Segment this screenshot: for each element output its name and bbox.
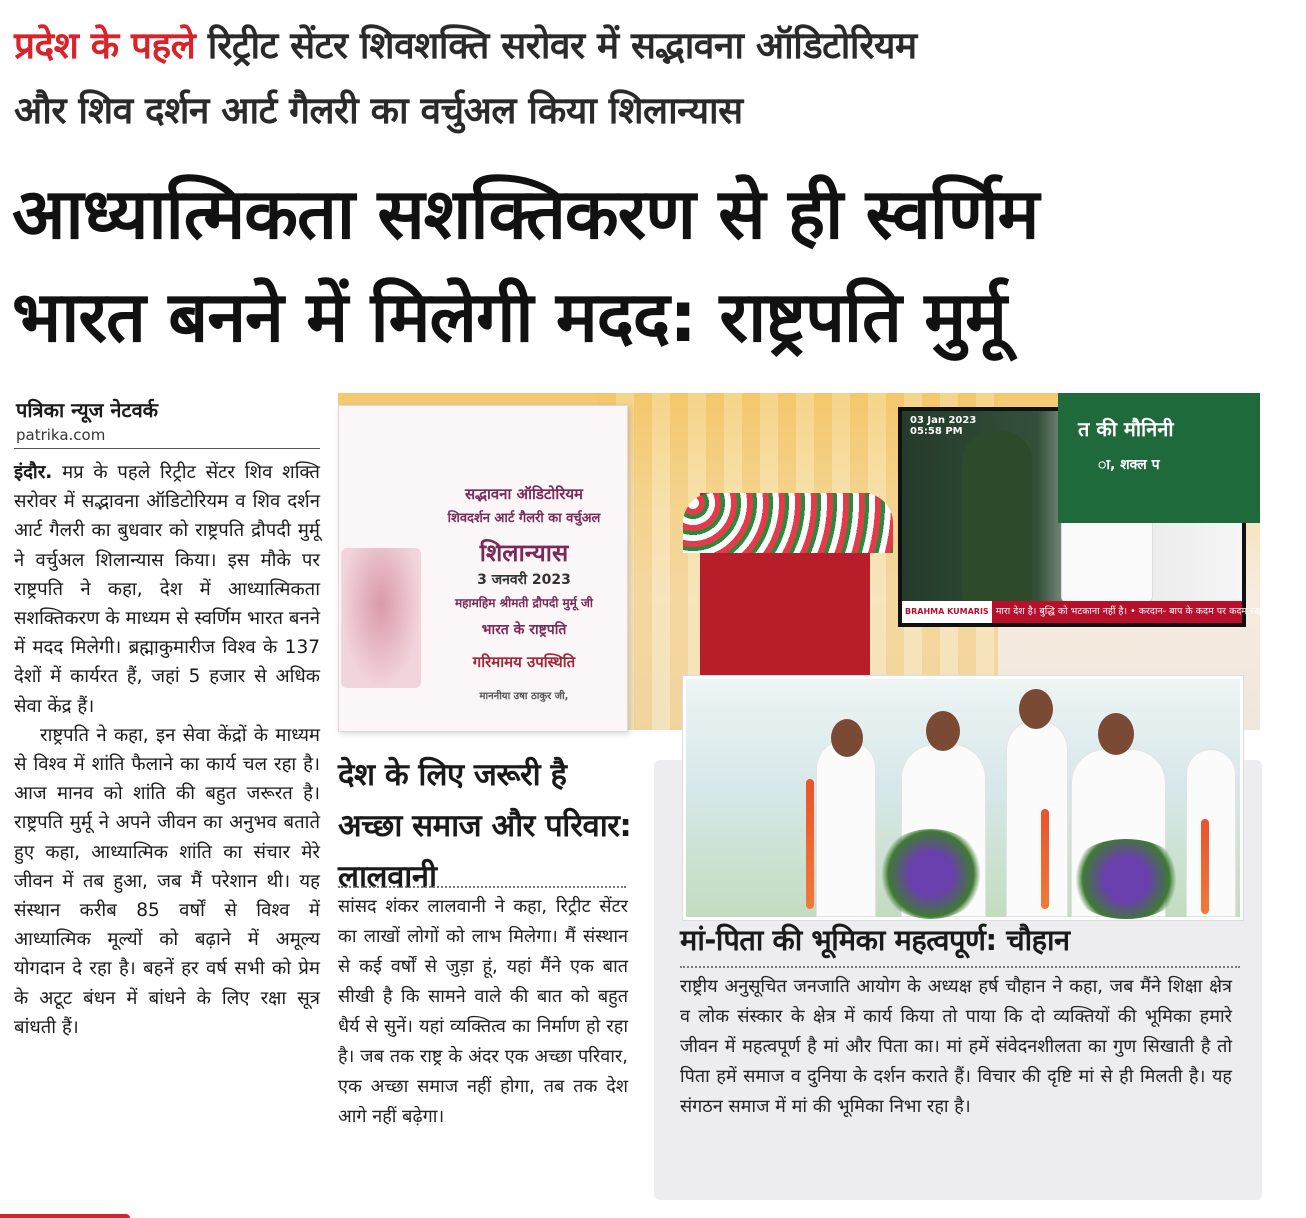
main-para-1-text: मप्र के पहले रिट्रीट सेंटर शिव शक्ति सरोवर में सद्भावना ऑडिटोरियम व शिव दर्शन आर्ट गैलरी का बुधवार को राष्ट्रपति द्रौपदी मुर्मू ने वर्चुअल शिलान्यास किया। इस मौके पर राष्ट्रपति ने कहा, देश में आध्यात्मिकता सशक्तिकरण के माध्यम से स्वर्णिम भारत बनने में मदद मिलेगी। ब्रह्माकुमारीज विश्व के 137 देशों में कार्यरत हैं, जहां 5 हजार से अधिक सेवा केंद्र हैं।	[14, 462, 320, 717]
screen-date-text: 03 Jan 2023	[910, 415, 977, 426]
flower-garland	[683, 493, 893, 553]
headline-line-2: भारत बनने में मिलेगी मदद: राष्ट्रपति मुर्मू	[12, 276, 1006, 358]
flower-bed-1	[876, 829, 986, 919]
side-story-divider	[338, 886, 626, 888]
green-banner	[1058, 393, 1260, 523]
byline-divider	[14, 448, 320, 449]
box-story-heading: मां-पिता की भूमिका महत्वपूर्ण: चौहान	[680, 923, 1070, 957]
gladiola-stem-2	[1041, 809, 1049, 909]
plaque-line-2: शिवदर्शन आर्ट गैलरी का वर्चुअल	[447, 511, 601, 526]
plaque-line-3: शिलान्यास	[479, 539, 569, 567]
event-photo-group	[683, 676, 1243, 920]
gladiola-stem-3	[1201, 819, 1209, 914]
kicker-line-2: और शिव दर्शन आर्ट गैलरी का वर्चुअल किया शिलान्यास	[14, 89, 743, 132]
side-story-heading: देश के लिए जरूरी है अच्छा समाज और परिवार: लालवानी	[338, 757, 632, 895]
sister-head-2	[1098, 713, 1134, 755]
byline-agency: पत्रिका न्यूज नेटवर्क	[16, 398, 159, 422]
screen-date	[910, 415, 976, 437]
kicker-line-1	[14, 18, 917, 69]
man-figure	[1006, 719, 1068, 917]
kicker-text: रिट्रीट सेंटर शिवशक्ति सरोवर में सद्भावना ऑडिटोरियम	[207, 24, 917, 67]
plaque-line-8: माननीया उषा ठाकुर जी,	[479, 691, 569, 702]
main-para-2: राष्ट्रपति ने कहा, इन सेवा केंद्रों के माध्यम से विश्व में शांति फैलाने का कार्य चल रहा है। आज मानव को शांति की बहुत जरूरत है। राष्ट्रपति मुर्मू ने अपने जीवन का अनुभव बताते हुए कहा, आध्यात्मिक शांति का संचार मेरे जीवन में तब हुआ, जब मैं परेशान थी। यह संस्थान करीब 85 वर्षों से विश्व में आध्यात्मिक मूल्यों को बढ़ाने में अमूल्य योगदान दे रहा है। बहनें हर वर्ष सभी को प्रेम के अटूट बंधन में बांधने के लिए रक्षा सूत्र बांधती हैं।	[14, 724, 320, 1038]
sister-figure-1	[816, 739, 876, 917]
main-para-1	[14, 458, 320, 721]
byline-site: patrika.com	[16, 426, 106, 444]
page-accent-mark	[0, 1214, 130, 1218]
gladiola-stem-1	[806, 779, 814, 909]
foundation-plaque	[338, 405, 628, 732]
dateline: इंदौर.	[14, 462, 53, 483]
screen-ticker	[902, 601, 1306, 623]
man-head	[1019, 689, 1053, 729]
box-story-body: राष्ट्रीय अनुसूचित जनजाति आयोग के अध्यक्ष हर्ष चौहान ने कहा, जब मैंने शिक्षा क्षेत्र व लोक संस्कार के क्षेत्र में कार्य किया तो पाया कि दो व्यक्तियों की भूमिका हमारे जीवन में महत्वपूर्ण है मां और पिता का। मां हमें संवेदनशीलता का गुण सिखाती है तो पिता हमें समाज व दुनिया के दर्शन कराते हैं। विचार की दृष्टि मां से ही मिलती है। यह संगठन समाज में मां की भूमिका निभा रहा है।	[680, 976, 1232, 1117]
plaque-line-6: भारत के राष्ट्रपति	[481, 622, 567, 638]
box-story-divider	[680, 966, 1240, 968]
sister-head-1	[831, 719, 863, 757]
main-story	[14, 458, 320, 1042]
screen-time-text: 05:58 PM	[910, 426, 963, 437]
kicker-highlight: प्रदेश के पहले	[14, 24, 196, 67]
plaque-portrait	[341, 548, 421, 688]
plaque-line-1: सद्भावना ऑडिटोरियम	[464, 485, 584, 503]
sister-figure-3	[1186, 749, 1236, 917]
plaque-line-5: महामहिम श्रीमती द्रौपदी मुर्मू जी	[454, 596, 594, 610]
plaque-line-4: 3 जनवरी 2023	[477, 572, 571, 588]
side-story-body: सांसद शंकर लालवानी ने कहा, रिट्रीट सेंटर का लाखों लोगों को लाभ मिलेगा। मैं संस्थान से कई वर्षों से जुड़ा हूं, यहां मैंने एक बात सीखी है कि सामने वाले की बात को बहुत धैर्य से सुनें। यहां व्यक्तित्व का निर्माण हो रहा है। जब तक राष्ट्र के अंदर एक अच्छा परिवार, एक अच्छा समाज नहीं होगा, तब तक देश आगे नहीं बढ़ेगा।	[338, 896, 628, 1127]
plaque-line-7: गरिमामय उपस्थिति	[472, 653, 576, 671]
soldier-figure	[962, 431, 1032, 601]
banner-line-1: त की मौनिनी	[1078, 417, 1174, 441]
brahma-kumaris-logo: BRAHMA KUMARIS	[902, 601, 992, 623]
flower-bed-2	[1066, 839, 1186, 919]
headline-line-1: आध्यात्मिकता सशक्तिकरण से ही स्वर्णिम	[12, 173, 1039, 255]
ticker-text: मारा देश है। बुद्धि को भटकाना नहीं है। • करदान- बाप के कदम पर कदम रखो Tuesday	[995, 606, 1306, 617]
president-head	[926, 711, 960, 751]
banner-line-2: ा, शक्ल प	[1098, 457, 1160, 473]
